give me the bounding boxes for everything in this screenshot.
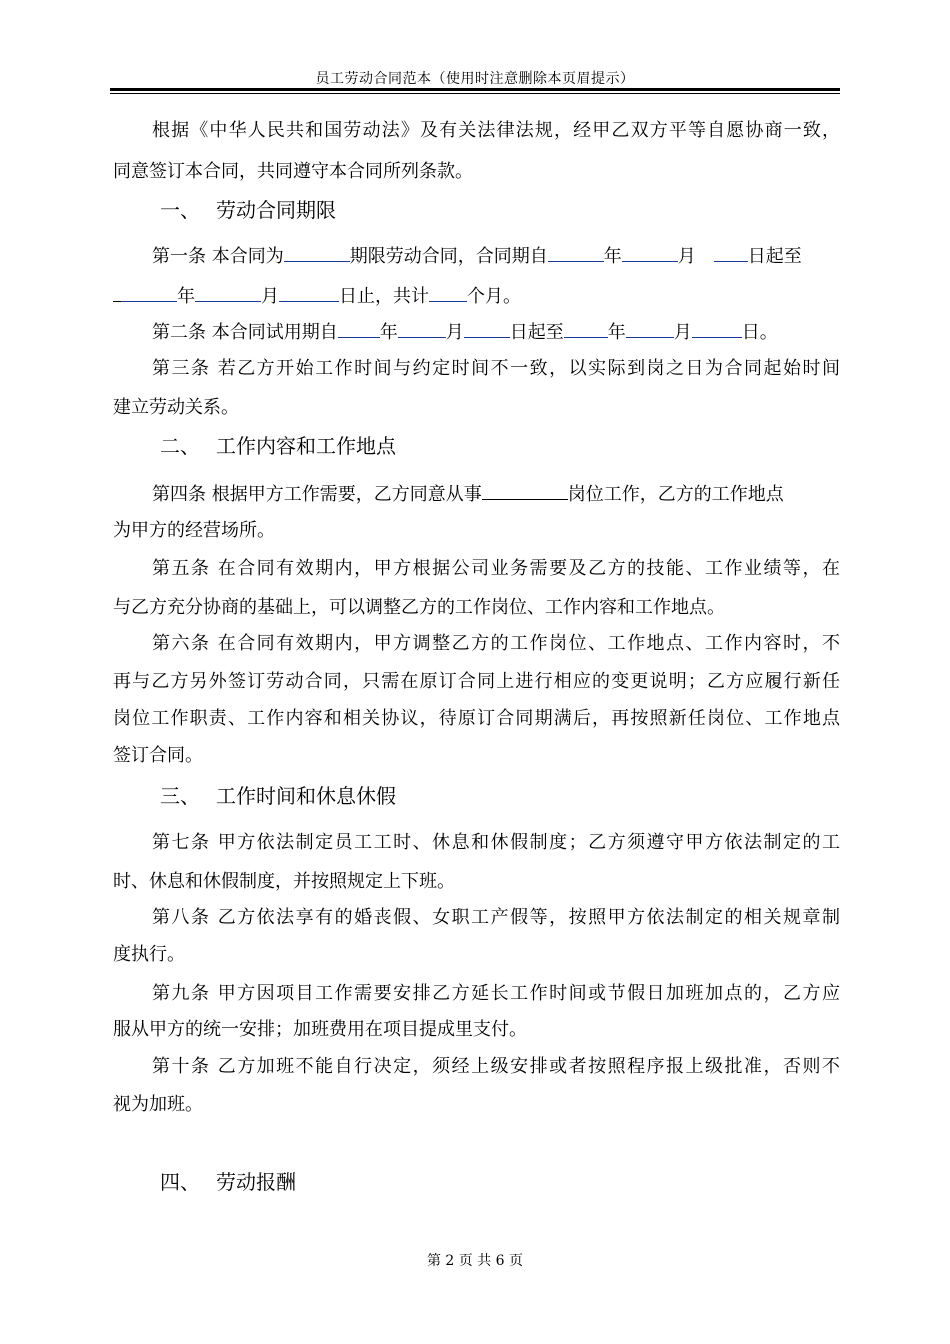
article-1-text: 第一条 本合同为 <box>152 246 284 267</box>
start-day-blank[interactable] <box>714 245 748 262</box>
section-heading-3 <box>160 784 396 808</box>
section-number: 二、 <box>160 434 200 458</box>
intro-line-1: 根据《中华人民共和国劳动法》及有关法律法规，经甲乙双方平等自愿协商一致， <box>152 120 840 141</box>
article-2-text: 日。 <box>741 322 778 343</box>
year-label: 年 <box>177 286 195 307</box>
article-1-line-1 <box>152 245 840 268</box>
contract-type-blank[interactable] <box>284 245 350 262</box>
months-blank[interactable] <box>429 285 467 302</box>
article-9-line-2: 服从甲方的统一安排；加班费用在项目提成里支付。 <box>113 1019 527 1040</box>
end-year-blank[interactable] <box>121 285 177 302</box>
section-title: 劳动报酬 <box>216 1170 296 1194</box>
article-4-line-2: 为甲方的经营场所。 <box>113 520 275 541</box>
start-year-blank[interactable] <box>548 245 604 262</box>
article-4-line-1 <box>152 483 840 506</box>
article-9-line-1: 第九条 甲方因项目工作需要安排乙方延长工作时间或节假日加班加点的，乙方应 <box>152 983 840 1004</box>
article-5-line-2: 与乙方充分协商的基础上，可以调整乙方的工作岗位、工作内容和工作地点。 <box>113 597 725 618</box>
article-1-line-2 <box>113 285 840 308</box>
section-number: 一、 <box>160 198 200 222</box>
trial-end-year-blank[interactable] <box>564 321 608 338</box>
section-title: 工作时间和休息休假 <box>216 784 396 808</box>
position-blank[interactable] <box>482 483 568 500</box>
trial-start-month-blank[interactable] <box>398 321 446 338</box>
article-6-line-4: 签订合同。 <box>113 745 203 766</box>
article-7-line-1: 第七条 甲方依法制定员工工时、休息和休假制度；乙方须遵守甲方依法制定的工 <box>152 832 840 853</box>
article-3-line-2: 建立劳动关系。 <box>113 397 239 418</box>
section-heading-4 <box>160 1170 296 1194</box>
start-month-blank[interactable] <box>622 245 678 262</box>
trial-start-year-blank[interactable] <box>338 321 380 338</box>
year-label: 年 <box>379 322 398 343</box>
month-label: 月 <box>673 322 692 343</box>
article-10-line-1: 第十条 乙方加班不能自行决定，须经上级安排或者按照程序报上级批准，否则不 <box>152 1056 840 1077</box>
header-rule-thin <box>110 93 840 94</box>
article-1-text: 个月。 <box>467 286 521 307</box>
section-number: 四、 <box>160 1170 200 1194</box>
article-4-text: 岗位工作，乙方的工作地点 <box>567 484 784 505</box>
article-6-line-3: 岗位工作职责、工作内容和相关协议，待原订合同期满后，再按照新任岗位、工作地点 <box>113 708 840 729</box>
month-label: 月 <box>677 246 696 267</box>
article-3-line-1: 第三条 若乙方开始工作时间与约定时间不一致，以实际到岗之日为合同起始时间 <box>152 358 840 379</box>
article-1-text: 日止，共计 <box>339 286 429 307</box>
article-6-line-1: 第六条 在合同有效期内，甲方调整乙方的工作岗位、工作地点、工作内容时，不 <box>152 633 840 654</box>
trial-end-month-blank[interactable] <box>626 321 674 338</box>
trial-start-day-blank[interactable] <box>464 321 510 338</box>
header-rule-thick <box>110 88 840 91</box>
trial-end-day-blank[interactable] <box>692 321 742 338</box>
month-label: 月 <box>261 286 279 307</box>
end-month-blank[interactable] <box>195 285 261 302</box>
section-title: 劳动合同期限 <box>216 198 336 222</box>
article-8-line-1: 第八条 乙方依法享有的婚丧假、女职工产假等，按照甲方依法制定的相关规章制 <box>152 907 840 928</box>
article-10-line-2: 视为加班。 <box>113 1094 203 1115</box>
article-5-line-1: 第五条 在合同有效期内，甲方根据公司业务需要及乙方的技能、工作业绩等，在 <box>152 558 840 579</box>
end-day-blank[interactable] <box>279 285 339 302</box>
article-1-text: 日起至 <box>747 246 802 267</box>
article-2-text: 日起至 <box>509 322 564 343</box>
intro-line-2: 同意签订本合同，共同遵守本合同所列条款。 <box>113 161 473 182</box>
article-6-line-2: 再与乙方另外签订劳动合同，只需在原订合同上进行相应的变更说明；乙方应履行新任 <box>113 671 840 692</box>
article-7-line-2: 时、休息和休假制度，并按照规定上下班。 <box>113 871 455 892</box>
article-4-text: 第四条 根据甲方工作需要，乙方同意从事 <box>152 484 482 505</box>
section-heading-2 <box>160 434 396 458</box>
section-heading-1 <box>160 198 336 222</box>
header-text: 员工劳动合同范本（使用时注意删除本页眉提示） <box>315 71 635 87</box>
article-2-text: 第二条 本合同试用期自 <box>152 322 338 343</box>
section-number: 三、 <box>160 784 200 808</box>
month-label: 月 <box>445 322 464 343</box>
end-year-prefix-blank <box>113 285 121 302</box>
article-2-line-1 <box>152 321 840 344</box>
section-title: 工作内容和工作地点 <box>216 434 396 458</box>
article-1-text: 期限劳动合同，合同期自 <box>349 246 548 267</box>
year-label: 年 <box>603 246 622 267</box>
year-label: 年 <box>607 322 626 343</box>
article-8-line-2: 度执行。 <box>113 944 185 965</box>
page-footer: 第 2 页 共 6 页 <box>426 1253 524 1269</box>
